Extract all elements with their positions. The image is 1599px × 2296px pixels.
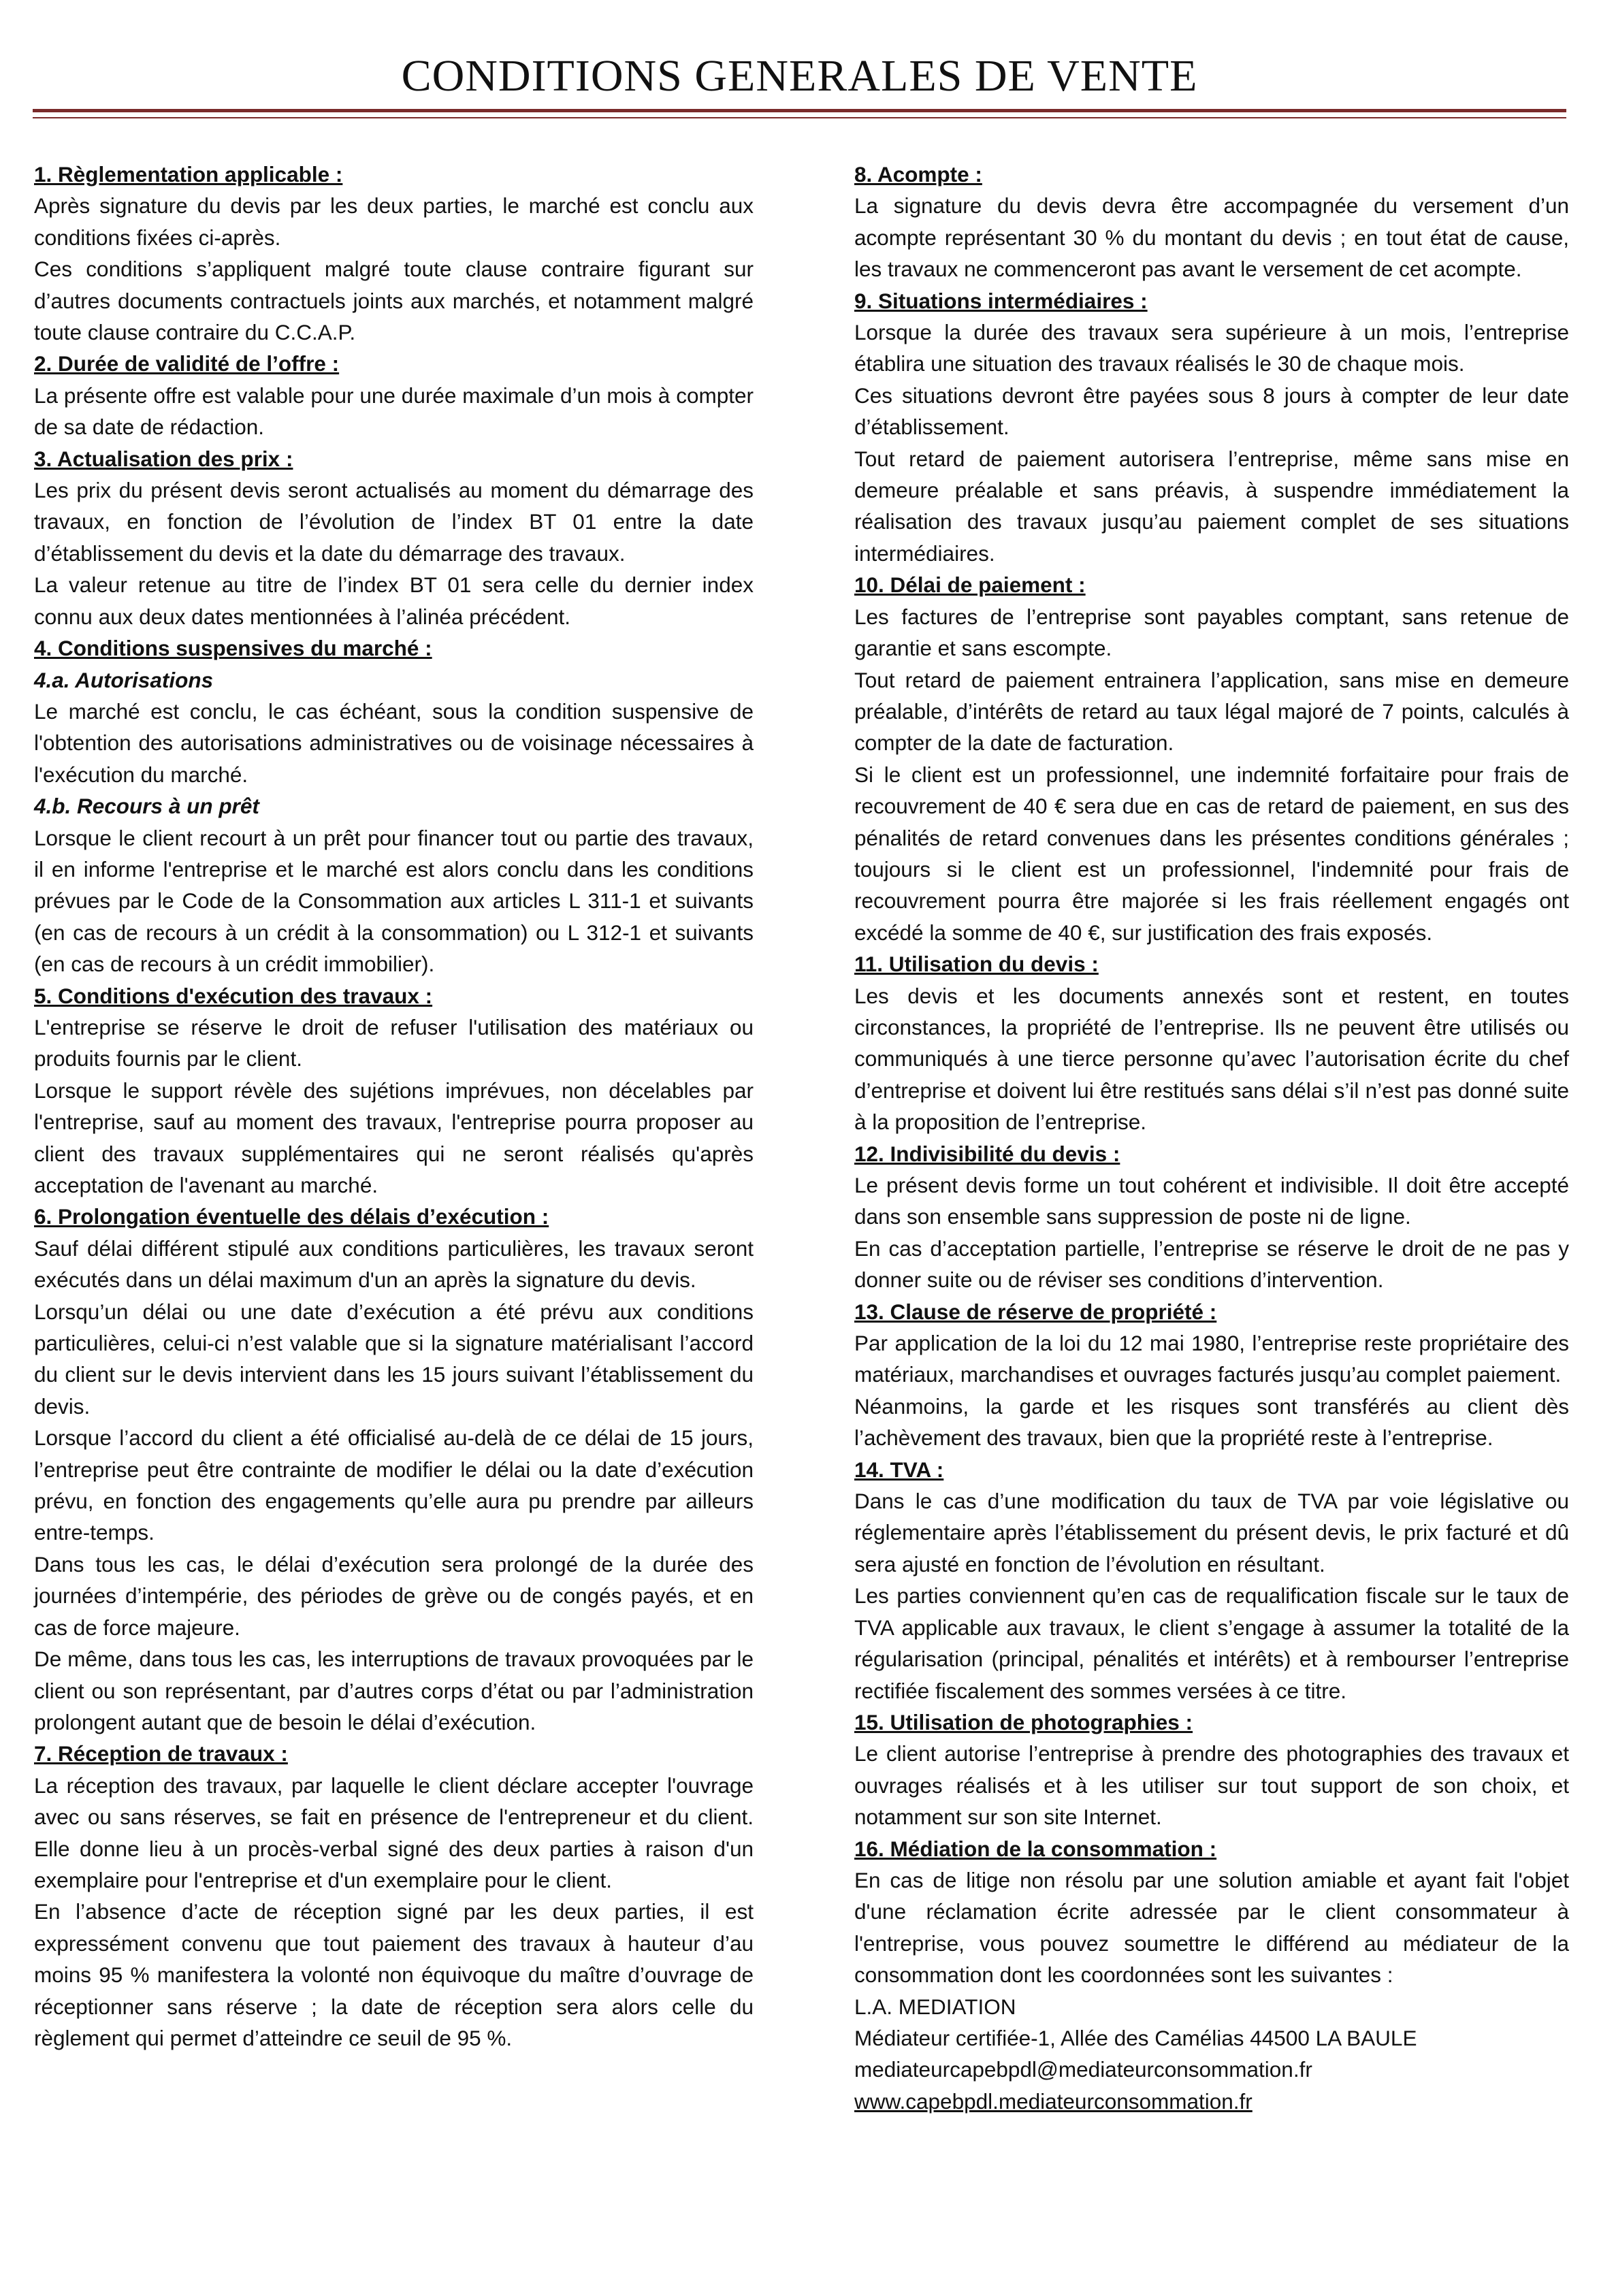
section-heading-4: 4. Conditions suspensives du marché : (34, 636, 432, 661)
section-paragraph: Lorsque l’accord du client a été officialisé au-delà de ce délai de 15 jours, l’entreprise peut être contrainte de modifier le délai ou la date d’exécution prévu, en fonction des engagements qu’elle aura pu prendre par ailleurs entre-temps. (34, 1425, 754, 1545)
section-heading-12: 12. Indivisibilité du devis : (854, 1141, 1120, 1166)
mediator-website-link[interactable]: www.capebpdl.mediateurconsommation.fr (854, 2088, 1253, 2114)
section-paragraph: Ces situations devront être payées sous 8 jours à compter de leur date d’établissement. (854, 383, 1569, 440)
section-paragraph: Les parties conviennent qu’en cas de requalification fiscale sur le taux de TVA applicable aux travaux, le client s’engage à assumer la totalité de la régularisation (principal, pénalités et intérêts) et à rembourser l’entreprise rectifiée fiscalement des sommes versées à ce titre. (854, 1583, 1569, 1703)
section-paragraph: Néanmoins, la garde et les risques sont transférés au client dès l’achèvement des travaux, bien que la propriété reste à l’entreprise. (854, 1393, 1569, 1451)
title-rule-thin (33, 117, 1566, 118)
section-heading-11: 11. Utilisation du devis : (854, 952, 1099, 977)
section-heading-16: 16. Médiation de la consommation : (854, 1836, 1217, 1861)
mediator-address: Médiateur certifiée-1, Allée des Camélias 44500 LA BAULE (854, 2025, 1417, 2050)
mediator-email: mediateurcapebpdl@mediateurconsommation.fr (854, 2057, 1312, 2082)
section-heading-13: 13. Clause de réserve de propriété : (854, 1299, 1217, 1324)
left-column (34, 159, 754, 2054)
section-paragraph: Si le client est un professionnel, une indemnité forfaitaire pour frais de recouvrement de 40 € sera due en cas de retard de paiement, en sus des pénalités de retard convenues dans les présentes conditions générales ; toujours si le client est un professionnel, l'indemnité pour frais de recouvrement pourra être majorée si les frais réellement engagés ont excédé la somme de 40 €, sur justification des frais exposés. (854, 762, 1569, 945)
section-paragraph: La signature du devis devra être accompagnée du versement d’un acompte représentant 30 % du montant du devis ; en tout état de cause, les travaux ne commenceront pas avant le versement de cet acompte. (854, 193, 1569, 282)
section-heading-5: 5. Conditions d'exécution des travaux : (34, 983, 433, 1008)
section-paragraph: Dans tous les cas, le délai d’exécution sera prolongé de la durée des journées d’intempérie, des périodes de grève ou de congés payés, et en cas de force majeure. (34, 1551, 754, 1640)
section-paragraph: La valeur retenue au titre de l’index BT 01 sera celle du dernier index connu aux deux dates mentionnées à l’alinéa précédent. (34, 572, 754, 629)
section-paragraph: Les prix du présent devis seront actualisés au moment du démarrage des travaux, en fonction de l’évolution de l’index BT 01 entre la date d’établissement du devis et la date du démarrage des travaux. (34, 478, 754, 566)
section-paragraph: Tout retard de paiement autorisera l’entreprise, même sans mise en demeure préalable et sans préavis, à suspendre immédiatement la réalisation des travaux jusqu’au paiement complet de ses situations intermédiaires. (854, 446, 1569, 566)
section-paragraph: Sauf délai différent stipulé aux conditions particulières, les travaux seront exécutés dans un délai maximum d'un an après la signature du devis. (34, 1235, 754, 1293)
section-paragraph: Tout retard de paiement entrainera l’application, sans mise en demeure préalable, d’intérêts de retard au taux légal majoré de 7 points, calculés à compter de la date de facturation. (854, 667, 1569, 756)
section-paragraph: Dans le cas d’une modification du taux de TVA par voie législative ou réglementaire après l’établissement du présent devis, le prix facturé et dû sera ajusté en fonction de l’évolution en résultant. (854, 1489, 1569, 1577)
section-paragraph: En cas d’acceptation partielle, l’entreprise se réserve le droit de ne pas y donner suite ou de réviser ses conditions d’intervention. (854, 1235, 1569, 1293)
section-heading-1: 1. Règlementation applicable : (34, 162, 343, 187)
section-paragraph: Le présent devis forme un tout cohérent et indivisible. Il doit être accepté dans son ensemble sans suppression de poste ni de ligne. (854, 1173, 1569, 1229)
section-paragraph: La réception des travaux, par laquelle le client déclare accepter l'ouvrage avec ou sans réserves, se fait en présence de l'entrepreneur et du client. Elle donne lieu à un procès-verbal signé des deux parties à raison d'un exemplaire pour l'entreprise et d'un exemplaire pour le client. (34, 1773, 754, 1892)
section-paragraph: Par application de la loi du 12 mai 1980, l’entreprise reste propriétaire des matériaux, marchandises et ouvrages facturés jusqu’au complet paiement. (854, 1331, 1569, 1387)
section-paragraph: Ces conditions s’appliquent malgré toute clause contraire figurant sur d’autres documents contractuels joints aux marchés, et notamment malgré toute clause contraire du C.C.A.P. (34, 257, 754, 345)
section-paragraph: Les devis et les documents annexés sont et restent, en toutes circonstances, la propriété de l’entreprise. Ils ne peuvent être utilisés ou communiqués à une tierce personne qu’avec l’autorisation écrite du chef d’entreprise et doivent lui être restitués sans délai s’il n’est pas donné suite à la proposition de l’entreprise. (854, 983, 1569, 1135)
section-paragraph: Lorsque la durée des travaux sera supérieure à un mois, l’entreprise établira une situation des travaux réalisés le 30 de chaque mois. (854, 320, 1569, 376)
section-paragraph: En cas de litige non résolu par une solution amiable et ayant fait l'objet d'une réclamation écrite adressée par le client consommateur à l'entreprise, vous pouvez soumettre le différend au médiateur de la consommation dont les coordonnées sont les suivantes : (854, 1867, 1569, 1988)
section-heading-15: 15. Utilisation de photographies : (854, 1709, 1193, 1734)
section-heading-9: 9. Situations intermédiaires : (854, 288, 1148, 313)
document-title: CONDITIONS GENERALES DE VENTE (401, 51, 1198, 101)
section-paragraph: Lorsqu’un délai ou une date d’exécution a été prévu aux conditions particulières, celui-ci n’est valable que si la signature matérialisant l’accord du client sur le devis intervient dans les 15 jours suivant l’établissement du devis. (34, 1299, 754, 1419)
title-rule-thick (33, 109, 1566, 112)
subsection-heading-4b: 4.b. Recours à un prêt (34, 794, 259, 819)
section-paragraph: Les factures de l’entreprise sont payables comptant, sans retenue de garantie et sans escompte. (854, 604, 1569, 661)
section-heading-2: 2. Durée de validité de l’offre : (34, 351, 340, 376)
section-paragraph: Le client autorise l’entreprise à prendre des photographies des travaux et ouvrages réalisés et à les utiliser sur tout support de son choix, et notamment sur son site Internet. (854, 1741, 1569, 1830)
section-paragraph: Lorsque le support révèle des sujétions imprévues, non décelables par l'entreprise, sauf au moment des travaux, l'entreprise pourra proposer au client des travaux supplémentaires qui ne seront réalisés qu'après acceptation de l'avenant au marché. (34, 1078, 754, 1197)
section-paragraph: Le marché est conclu, le cas échéant, sous la condition suspensive de l'obtention des autorisations administratives ou de voisinage nécessaires à l'exécution du marché. (34, 698, 754, 787)
section-paragraph: Lorsque le client recourt à un prêt pour financer tout ou partie des travaux, il en informe l'entreprise et le marché est alors conclu dans les conditions prévues par le Code de la Consommation aux articles L 311-1 et suivants (en cas de recours à un crédit à la consommation) ou L 312-1 et suivants (en cas de recours à un crédit immobilier). (34, 825, 754, 977)
section-paragraph: L'entreprise se réserve le droit de refuser l'utilisation des matériaux ou produits fournis par le client. (34, 1014, 754, 1071)
section-paragraph: Après signature du devis par les deux parties, le marché est conclu aux conditions fixées ci-après. (34, 193, 754, 250)
mediator-name: L.A. MEDIATION (854, 1994, 1016, 2019)
section-heading-7: 7. Réception de travaux : (34, 1741, 288, 1766)
section-paragraph: La présente offre est valable pour une durée maximale d’un mois à compter de sa date de rédaction. (34, 383, 754, 440)
section-heading-8: 8. Acompte : (854, 162, 982, 187)
section-heading-6: 6. Prolongation éventuelle des délais d’exécution : (34, 1204, 549, 1229)
section-heading-3: 3. Actualisation des prix : (34, 446, 293, 471)
section-paragraph: En l’absence d’acte de réception signé par les deux parties, il est expressément convenu que tout paiement des travaux à hauteur d’au moins 95 % manifestera la volonté non équivoque du maître d’ouvrage de réceptionner sans réserve ; la date de réception sera alors celle du règlement qui permet d’atteindre ce seuil de 95 %. (34, 1899, 754, 2050)
right-column (854, 159, 1569, 2117)
section-heading-10: 10. Délai de paiement : (854, 572, 1086, 598)
section-heading-14: 14. TVA : (854, 1457, 944, 1482)
subsection-heading-4a: 4.a. Autorisations (34, 667, 214, 692)
section-paragraph: De même, dans tous les cas, les interruptions de travaux provoquées par le client ou son représentant, par d’autres corps d’état ou par l’administration prolongent autant que de besoin le délai d’exécution. (34, 1647, 754, 1734)
